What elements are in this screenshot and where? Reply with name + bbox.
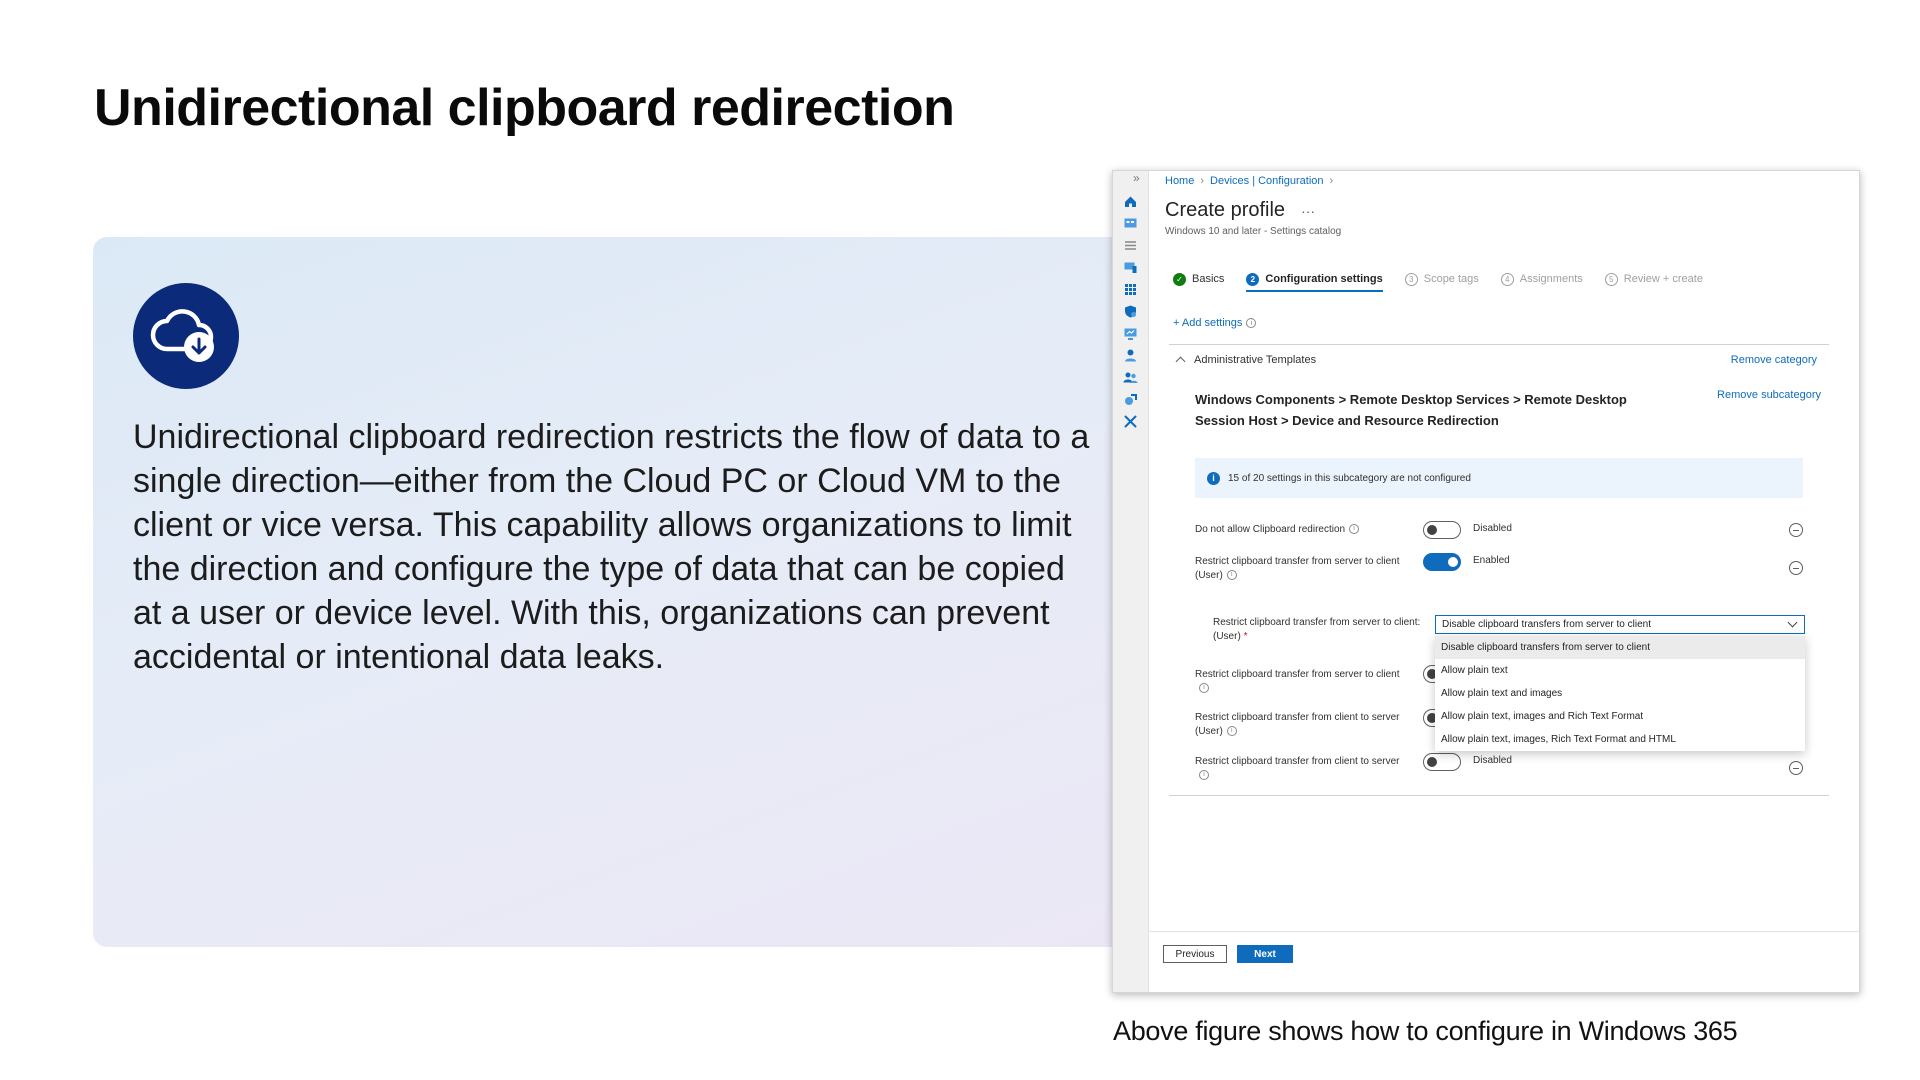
- troubleshooting-icon[interactable]: [1122, 413, 1139, 430]
- chevron-down-icon: [1788, 618, 1798, 628]
- step-number: 2: [1246, 273, 1259, 286]
- users-icon[interactable]: [1122, 347, 1139, 364]
- toggle-client-to-server[interactable]: [1423, 753, 1461, 771]
- setting-label-clipboard-redirection: Do not allow Clipboard redirection i: [1195, 523, 1405, 537]
- tab-configuration-settings[interactable]: [1246, 273, 1382, 286]
- step-number: 5: [1605, 273, 1618, 286]
- list-icon[interactable]: [1122, 237, 1139, 254]
- dropdown-option[interactable]: Allow plain text: [1441, 665, 1508, 676]
- dashboard-icon[interactable]: [1122, 215, 1139, 232]
- divider: [1169, 344, 1829, 345]
- slide-title: Unidirectional clipboard redirection: [94, 79, 955, 137]
- toggle-server-to-client-user[interactable]: [1423, 553, 1461, 571]
- step-label: Configuration settings: [1265, 273, 1383, 285]
- setting-label-client-to-server-user: Restrict clipboard transfer from client to server (User) i: [1195, 712, 1400, 737]
- breadcrumb-devices-configuration[interactable]: Devices | Configuration: [1210, 175, 1324, 187]
- reports-icon[interactable]: [1122, 325, 1139, 342]
- dropdown-option[interactable]: Allow plain text, images, Rich Text Format and HTML: [1441, 734, 1676, 745]
- dropdown-option[interactable]: Allow plain text and images: [1441, 688, 1563, 699]
- info-filled-icon: i: [1207, 472, 1220, 485]
- step-label: Assignments: [1519, 273, 1583, 285]
- info-banner-text: 15 of 20 settings in this subcategory are not configured: [1228, 472, 1471, 484]
- remove-setting-icon[interactable]: [1789, 561, 1803, 575]
- tenant-admin-icon[interactable]: [1122, 391, 1139, 408]
- info-icon: i: [1227, 570, 1237, 580]
- cloud-download-icon: [133, 283, 239, 389]
- clipboard-transfer-select[interactable]: [1435, 615, 1805, 634]
- subcategory-path: Windows Components > Remote Desktop Services > Remote Desktop Session Host > Device and Resource Redirection: [1195, 392, 1627, 428]
- description-text: Unidirectional clipboard redirection restricts the flow of data to a single direction—either from the Cloud PC or Cloud VM to the client or vice versa. This capability allows organizations to limit the direction and configure the type of data that can be copied at a user or device level. With this, organizations can prevent accidental or intentional data leaks.: [133, 418, 1090, 676]
- dropdown-options-list: [1435, 636, 1805, 751]
- toggle-knob: [1448, 557, 1458, 567]
- description-card: [93, 237, 1153, 947]
- step-number: 3: [1405, 273, 1418, 286]
- category-header[interactable]: [1177, 354, 1316, 366]
- page-title: Create profile: [1165, 199, 1286, 221]
- setting-label-server-to-client-user: Restrict clipboard transfer from server to client (User) i: [1195, 556, 1400, 581]
- tab-assignments[interactable]: [1501, 273, 1583, 286]
- toggle-knob: [1427, 757, 1437, 767]
- endpoint-security-icon[interactable]: [1122, 303, 1139, 320]
- toggle-state: Disabled: [1473, 755, 1512, 766]
- breadcrumb: [1165, 175, 1339, 187]
- step-check-icon: ✓: [1173, 273, 1186, 286]
- step-label: Scope tags: [1423, 273, 1479, 285]
- dropdown-option[interactable]: Allow plain text, images and Rich Text Format: [1441, 711, 1644, 722]
- remove-setting-icon[interactable]: [1789, 523, 1803, 537]
- info-icon: i: [1246, 318, 1256, 328]
- tab-scope-tags[interactable]: [1405, 273, 1479, 286]
- more-options-icon[interactable]: ···: [1301, 203, 1316, 219]
- setting-label-client-to-server: Restrict clipboard transfer from client to serveri: [1195, 756, 1400, 779]
- category-name: Administrative Templates: [1194, 354, 1317, 366]
- figure-caption: Above figure shows how to configure in Windows 365: [1113, 1016, 1738, 1046]
- tab-basics[interactable]: [1173, 273, 1224, 286]
- info-banner: [1195, 458, 1803, 498]
- toggle-state: Enabled: [1473, 555, 1510, 566]
- chevron-up-icon: [1176, 357, 1186, 367]
- next-button[interactable]: Next: [1237, 945, 1293, 963]
- breadcrumb-separator-icon: ›: [1329, 175, 1334, 187]
- add-settings-link[interactable]: [1173, 317, 1256, 329]
- breadcrumb-separator-icon: ›: [1200, 175, 1205, 187]
- dropdown-label: Restrict clipboard transfer from server to client: (User) *: [1213, 617, 1421, 642]
- previous-button[interactable]: Previous: [1163, 945, 1227, 963]
- select-value: Disable clipboard transfers from server to client: [1442, 619, 1651, 630]
- portal-sidebar: [1113, 171, 1149, 992]
- divider: [1169, 795, 1829, 796]
- tab-review-create[interactable]: [1605, 273, 1703, 286]
- home-icon[interactable]: [1122, 193, 1139, 210]
- wizard-steps: [1173, 269, 1725, 289]
- intune-screenshot: [1112, 170, 1860, 993]
- info-icon: i: [1199, 770, 1209, 780]
- step-label: Review + create: [1623, 273, 1703, 285]
- info-icon: i: [1227, 726, 1237, 736]
- toggle-clipboard-redirection[interactable]: [1423, 521, 1461, 539]
- portal-content: [1149, 171, 1859, 992]
- toggle-state: Disabled: [1473, 523, 1512, 534]
- expand-menu-icon[interactable]: »: [1133, 171, 1140, 185]
- step-number: 4: [1501, 273, 1514, 286]
- remove-category-link[interactable]: Remove category: [1730, 354, 1817, 366]
- page-title-row: [1165, 199, 1315, 222]
- devices-icon[interactable]: [1122, 259, 1139, 276]
- required-marker: *: [1243, 631, 1248, 642]
- groups-icon[interactable]: [1122, 369, 1139, 386]
- setting-label-server-to-client: Restrict clipboard transfer from server to clienti: [1195, 669, 1400, 692]
- remove-subcategory-link[interactable]: Remove subcategory: [1717, 389, 1821, 401]
- dropdown-option[interactable]: Disable clipboard transfers from server to client: [1435, 636, 1805, 659]
- apps-icon[interactable]: [1122, 281, 1139, 298]
- info-icon: i: [1199, 683, 1209, 693]
- breadcrumb-home[interactable]: Home: [1165, 175, 1195, 187]
- page-subtitle: Windows 10 and later - Settings catalog: [1165, 226, 1342, 237]
- step-label: Basics: [1192, 273, 1225, 285]
- add-settings-label: + Add settings: [1173, 317, 1243, 329]
- info-icon: i: [1349, 524, 1359, 534]
- remove-setting-icon[interactable]: [1789, 761, 1803, 775]
- footer-divider: [1149, 931, 1859, 932]
- toggle-knob: [1427, 525, 1437, 535]
